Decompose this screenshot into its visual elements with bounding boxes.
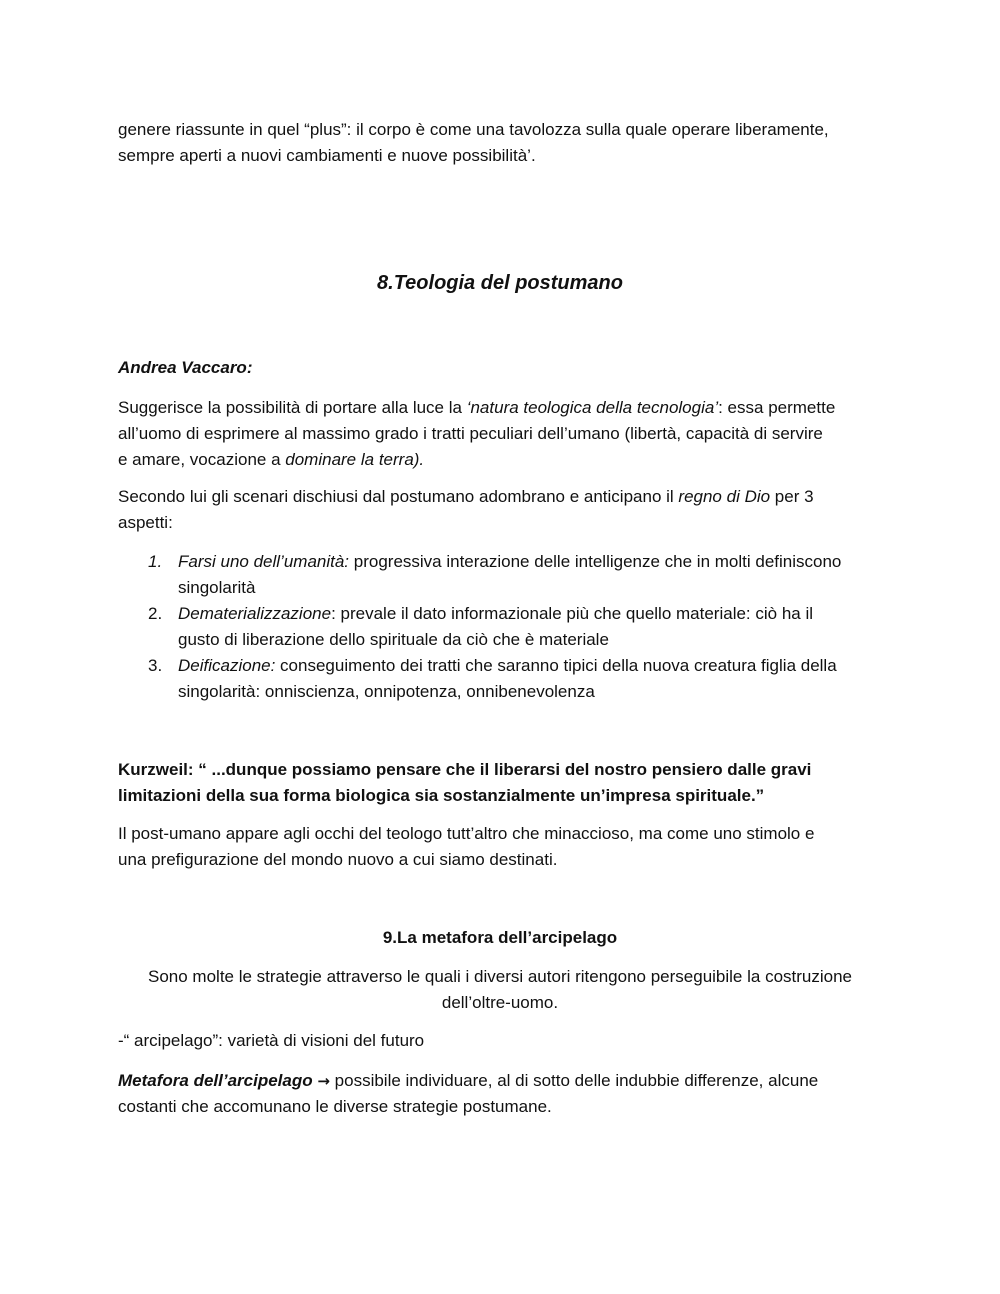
para2-line-2: aspetti: [118, 513, 173, 532]
list-item-line-2: gusto di liberazione dello spirituale da ciò che è materiale [178, 630, 609, 649]
author-heading: Andrea Vaccaro: [118, 358, 253, 377]
list-item-number: 1. [148, 552, 163, 571]
metafora-line-2: costanti che accomunano le diverse strategie postumane. [118, 1097, 552, 1116]
para1-emphasis: ‘natura teologica della tecnologia’ [466, 398, 719, 417]
section-9-intro [118, 964, 882, 1016]
para3-line-1: Il post-umano appare agli occhi del teologo tutt’altro che minaccioso, ma come uno stimolo e [118, 824, 815, 843]
list-item-body [178, 653, 882, 705]
list-item-line-2: singolarità: onniscienza, onnipotenza, onnibenevolenza [178, 682, 595, 701]
kurzweil-quote [118, 757, 882, 809]
para1-line-3a: e amare, vocazione a [118, 450, 286, 469]
quote-line-1: Kurzweil: “ ...dunque possiamo pensare che il liberarsi del nostro pensiero dalle gravi [118, 760, 812, 779]
intro-line-1: Sono molte le strategie attraverso le quali i diversi autori ritengono perseguibile la costruzione [148, 967, 852, 986]
intro-line-2: dell’oltre-uomo. [441, 993, 559, 1012]
list-item-number: 3. [148, 656, 163, 675]
para1-text-a: Suggerisce la possibilità di portare alla luce la [118, 398, 467, 417]
section-9-title: 9.La metafora dell’arcipelago [382, 928, 618, 947]
para1-line-3b: dominare la terra). [285, 450, 425, 469]
section-8-title: 8.Teologia del postumano [377, 272, 623, 294]
list-item-term: Dematerializzazione [178, 604, 332, 623]
para1-text-c: : essa permette [718, 398, 836, 417]
metafora-paragraph [118, 1068, 882, 1120]
top-paragraph-line-2: sempre aperti a nuovi cambiamenti e nuove possibilità’. [118, 146, 536, 165]
para1-line-2: all’uomo di esprimere al massimo grado i tratti peculiari dell’umano (libertà, capacità di servire [118, 424, 823, 443]
right-arrow-icon: → [317, 1072, 330, 1090]
list-item-rest: progressiva interazione delle intelligenze che in molti definiscono [349, 552, 842, 571]
scenari-paragraph [118, 484, 882, 536]
list-item-line-2: singolarità [178, 578, 256, 597]
quote-line-2: limitazioni della sua forma biologica sia sostanzialmente un’impresa spirituale.” [118, 786, 765, 805]
arcipelago-bullet: -“ arcipelago”: varietà di visioni del futuro [118, 1031, 425, 1050]
para2-text-a: Secondo lui gli scenari dischiusi dal postumano adombrano e anticipano il [118, 487, 679, 506]
para3-line-2: una prefigurazione del mondo nuovo a cui siamo destinati. [118, 850, 558, 869]
para2-emphasis: regno di Dio [678, 487, 771, 506]
metafora-rest: possibile individuare, al di sotto delle indubbie differenze, alcune [329, 1071, 819, 1090]
top-paragraph-line-1: genere riassunte in quel “plus”: il corpo è come una tavolozza sulla quale operare liberamente, [118, 120, 829, 139]
list-item-number: 2. [148, 604, 163, 623]
list-item-term: Deificazione: [178, 656, 276, 675]
list-item-rest: conseguimento dei tratti che saranno tipici della nuova creatura figlia della [275, 656, 837, 675]
list-item-rest: : prevale il dato informazionale più che quello materiale: ciò ha il [331, 604, 814, 623]
vaccaro-paragraph [118, 395, 882, 473]
list-item-body [178, 601, 882, 653]
top-paragraph [118, 117, 882, 169]
metafora-term: Metafora dell’arcipelago [118, 1071, 313, 1090]
list-item-term: Farsi uno dell’umanità: [178, 552, 350, 571]
list-item-body [178, 549, 882, 601]
para2-text-c: per 3 [770, 487, 814, 506]
post-umano-paragraph [118, 821, 882, 873]
